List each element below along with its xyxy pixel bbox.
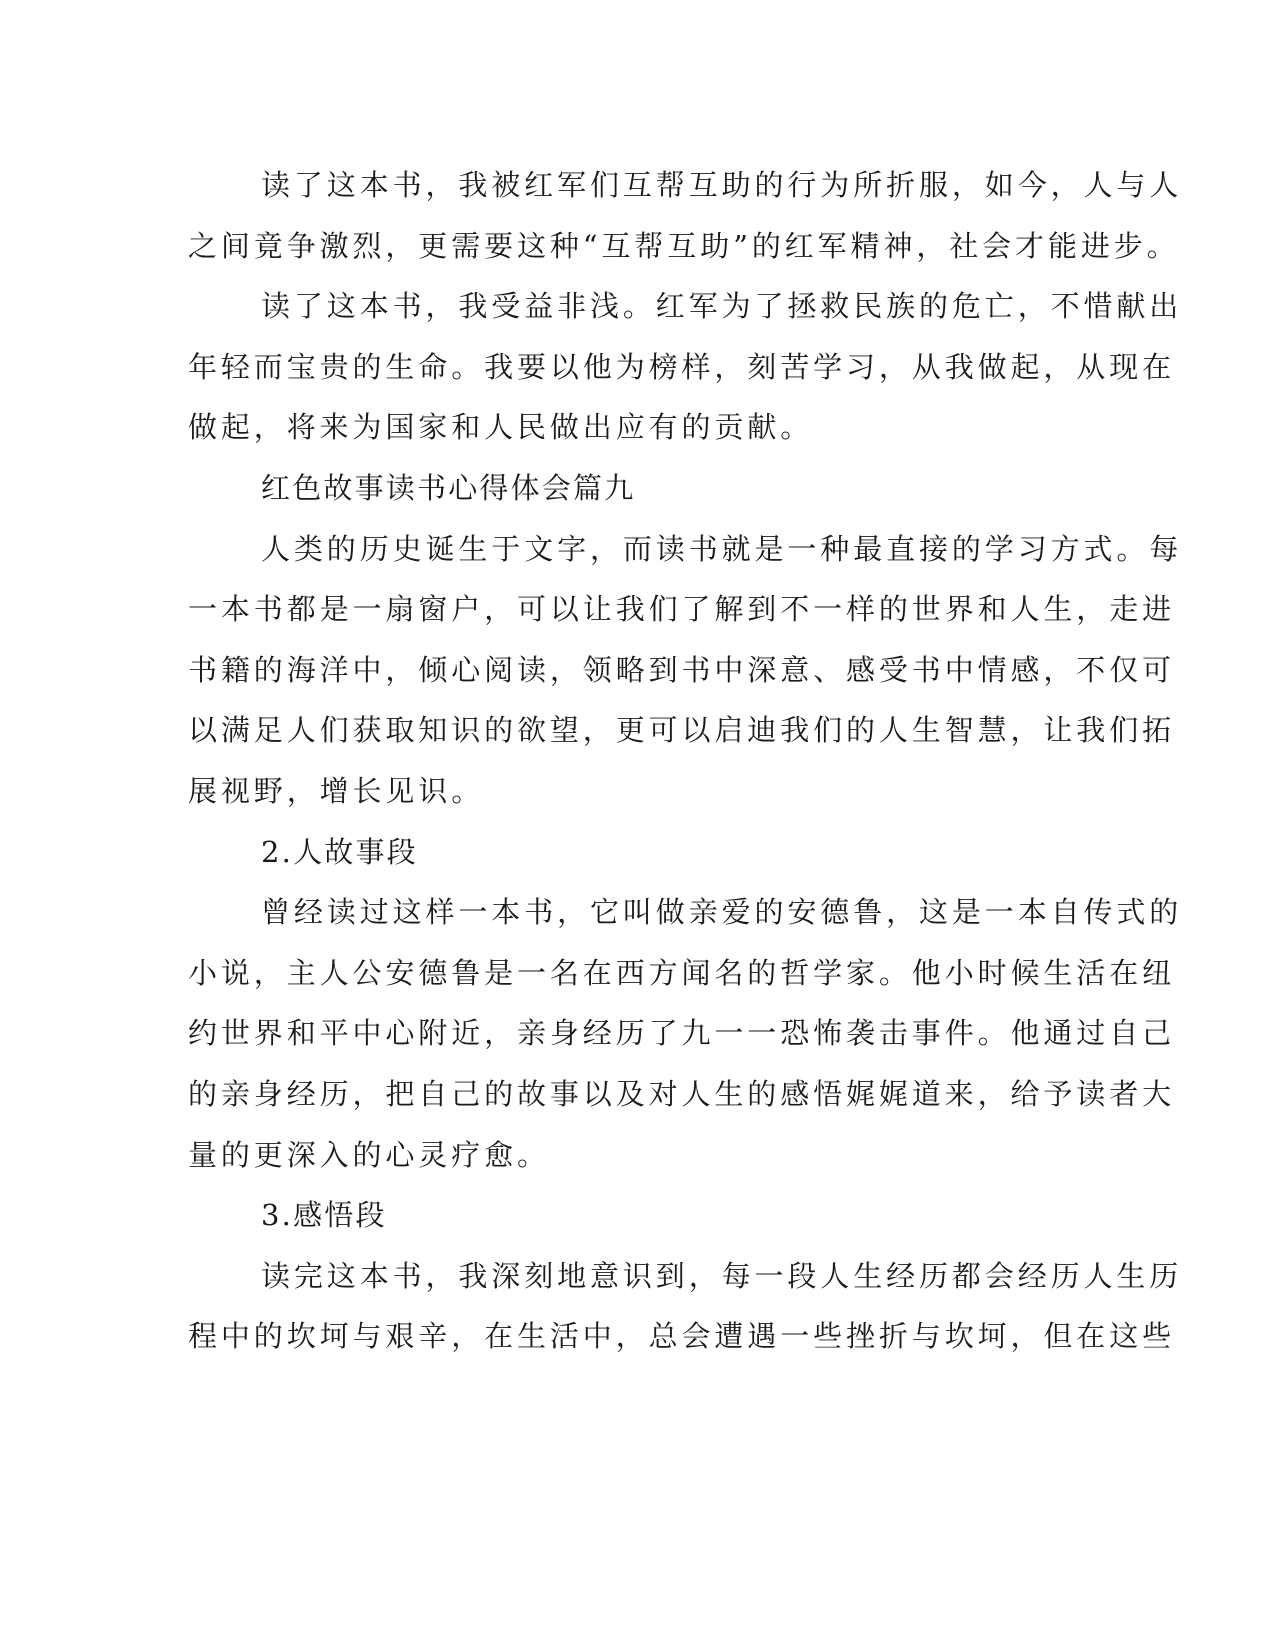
paragraph-line: 小说，主人公安德鲁是一名在西方闻名的哲学家。他小时候生活在纽: [188, 955, 1176, 990]
paragraph-line: 读了这本书，我被红军们互帮互助的行为所折服，如今，人与人: [261, 168, 1183, 202]
paragraph-line: 之间竟争激烈，更需要这种“互帮互助”的红军精神，社会才能进步。: [188, 228, 1180, 263]
paragraph-line: 读了这本书，我受益非浅。红军为了拯救民族的危亡，不惜献出: [261, 289, 1183, 324]
paragraph-line: 约世界和平中心附近，亲身经历了九一一恐怖袭击事件。他通过自己: [188, 1016, 1176, 1051]
paragraph-line: 的亲身经历，把自己的故事以及对人生的感悟娓娓道来，给予读者大: [188, 1076, 1176, 1111]
paragraph-line: 人类的历史诞生于文字，而读书就是一种最直接的学习方式。每: [261, 531, 1183, 566]
section-heading: 3.感悟段: [261, 1198, 387, 1233]
paragraph-line: 年轻而宝贵的生命。我要以他为榜样，刻苦学习，从我做起，从现在: [188, 349, 1176, 384]
paragraph-line: 曾经读过这样一本书，它叫做亲爱的安德鲁，这是一本自传式的: [261, 895, 1183, 930]
paragraph-line: 量的更深入的心灵疗愈。: [188, 1137, 550, 1172]
paragraph-line: 以满足人们获取知识的欲望，更可以启迪我们的人生智慧，让我们拓: [188, 713, 1176, 748]
paragraph-line: 做起，将来为国家和人民做出应有的贡献。: [188, 410, 814, 445]
paragraph-line: 书籍的海洋中，倾心阅读，领略到书中深意、感受书中情感，不仅可: [188, 652, 1176, 687]
paragraph-line: 读完这本书，我深刻地意识到，每一段人生经历都会经历人生历: [261, 1258, 1183, 1293]
section-heading: 红色故事读书心得体会篇九: [261, 470, 636, 505]
document-body: [188, 155, 1183, 1367]
paragraph-line: 一本书都是一扇窗户，可以让我们了解到不一样的世界和人生，走进: [188, 592, 1176, 627]
paragraph-line: 展视野，增长见识。: [188, 773, 485, 808]
paragraph-line: 程中的坎坷与艰辛，在生活中，总会遭遇一些挫折与坎坷，但在这些: [188, 1319, 1176, 1354]
section-heading: 2.人故事段: [261, 834, 418, 869]
